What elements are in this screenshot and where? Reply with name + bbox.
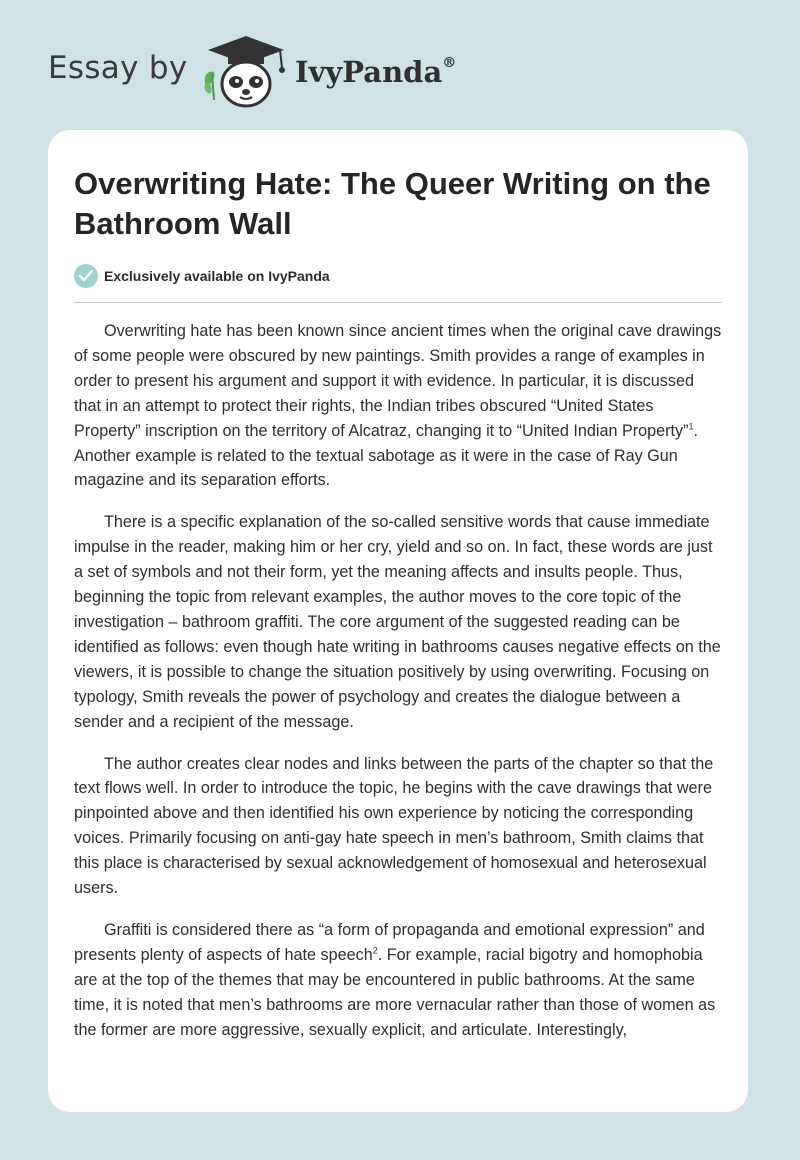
essay-by-label: Essay by bbox=[48, 50, 188, 86]
paragraph-text: Graffiti is considered there as “a form of propaganda and emotional expression” and presents plenty of aspects of hate speech bbox=[74, 920, 705, 964]
essay-title: Overwriting Hate: The Queer Writing on the Bathroom Wall bbox=[74, 166, 711, 241]
brand-logo-text[interactable] bbox=[295, 55, 456, 89]
check-circle-icon bbox=[74, 264, 98, 288]
footnote-ref[interactable]: 1 bbox=[688, 421, 694, 432]
site-header bbox=[0, 0, 800, 130]
essay-paragraph bbox=[74, 752, 724, 901]
paragraph-text-tail: . Another example is related to the textual sabotage as it were in the case of Ray Gun magazine and its separation efforts. bbox=[74, 421, 699, 490]
exclusive-badge-label: Exclusively available on IvyPanda bbox=[104, 268, 330, 284]
panda-logo-icon[interactable] bbox=[200, 34, 292, 110]
essay-paragraph bbox=[74, 319, 724, 493]
footnote-ref[interactable]: 2 bbox=[372, 945, 378, 956]
paragraph-text: Overwriting hate has been known since ancient times when the original cave drawings of some people were obscured by new paintings. Smith provides a range of examples in order to present his argument and support it with evidence. In particular, it is discussed that in an attempt to protect their rights, the Indian tribes obscured “United States Property” inscription on the territory of Alcatraz, changing it to “United Indian Property” bbox=[74, 322, 722, 440]
title-divider bbox=[74, 302, 722, 303]
exclusive-badge bbox=[74, 263, 330, 289]
brand-name: IvyPanda bbox=[295, 55, 443, 89]
paragraph-text-tail: . For example, racial bigotry and homophobia are at the top of the themes that may be encountered in public bathrooms. At the same time, it is noted that men’s bathrooms are more vernacular rather than those of women as the former are more aggressive, sexually explicit, and articulate. Interestingly, bbox=[74, 945, 716, 1039]
essay-paragraph bbox=[74, 918, 724, 1043]
essay-body bbox=[74, 319, 724, 1059]
registered-mark: ® bbox=[442, 55, 457, 72]
paragraph-text: There is a specific explanation of the so-called sensitive words that cause immediate impulse in the reader, making him or her cry, yield and so on. In fact, these words are just a set of symbols and not their form, yet the meaning affects and insults people. Thus, beginning the topic from relevant examples, the author moves to the core topic of the investigation – bathroom graffiti. The core argument of the suggested reading can be identified as follows: even though hate writing in bathrooms causes negative effects on the viewers, it is possible to change the situation positively by using overwriting. Focusing on typology, Smith reveals the power of psychology and creates the dialogue between a sender and a recipient of the message. bbox=[74, 513, 721, 731]
essay-paragraph bbox=[74, 510, 724, 734]
paragraph-text: The author creates clear nodes and links between the parts of the chapter so that the text flows well. In order to introduce the topic, he begins with the cave drawings that were pinpointed above and then identified his own experience by noticing the corresponding voices. Primarily focusing on anti-gay hate speech in men’s bathroom, Smith claims that this place is characterised by sexual acknowledgement of homosexual and heterosexual users. bbox=[74, 754, 714, 898]
essay-card bbox=[48, 130, 748, 1112]
